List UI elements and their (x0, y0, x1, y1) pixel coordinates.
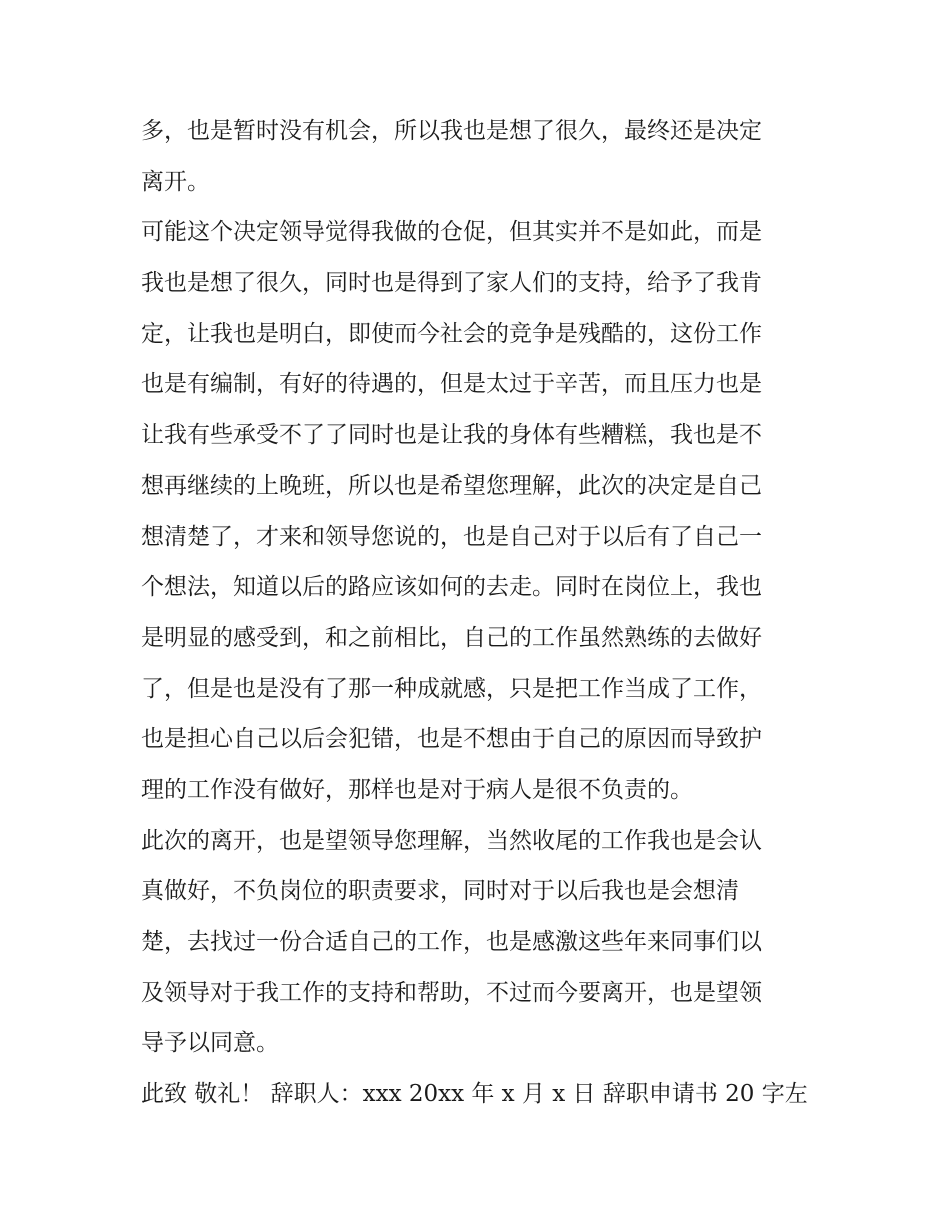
text-line: 导予以同意。 (141, 1030, 279, 1057)
text-line: 真做好，不负岗位的职责要求，同时对于以后我也是会想清 (141, 878, 739, 905)
text-line: 了，但是也是没有了那一种成就感，只是把工作当成了工作， (141, 675, 762, 702)
text-line: 我也是想了很久，同时也是得到了家人们的支持，给予了我肯 (141, 270, 762, 297)
text-line: 想清楚了，才来和领导您说的，也是自己对于以后有了自己一 (141, 523, 762, 550)
text-line: 也是有编制，有好的待遇的，但是太过于辛苦，而且压力也是 (141, 371, 762, 398)
text-line: 楚，去找过一份合适自己的工作，也是感激这些年来同事们以 (141, 929, 762, 955)
text-line: 可能这个决定领导觉得我做的仓促，但其实并不是如此，而是 (141, 219, 762, 246)
text-line: 想再继续的上晚班，所以也是希望您理解，此次的决定是自己 (141, 472, 762, 499)
letter-body (141, 106, 821, 1120)
text-line: 让我有些承受不了了同时也是让我的身体有些糟糕，我也是不 (141, 422, 762, 449)
text-line: 多，也是暂时没有机会，所以我也是想了很久，最终还是决定 (141, 118, 762, 144)
signature-line: 此致 敬礼！ 辞职人：xxx 20xx 年 x 月 x 日 辞职申请书 20 字左 (141, 1081, 808, 1108)
text-line: 理的工作没有做好，那样也是对于病人是很不负责的。 (141, 776, 693, 803)
text-line: 个想法，知道以后的路应该如何的去走。同时在岗位上，我也 (141, 574, 762, 601)
text-line: 此次的离开，也是望领导您理解，当然收尾的工作我也是会认 (141, 827, 762, 854)
text-line: 也是担心自己以后会犯错，也是不想由于自己的原因而导致护 (141, 726, 762, 753)
text-line: 离开。 (141, 168, 210, 195)
text-line: 及领导对于我工作的支持和帮助，不过而今要离开，也是望领 (141, 979, 762, 1006)
text-line: 是明显的感受到，和之前相比，自己的工作虽然熟练的去做好 (141, 624, 762, 651)
text-line: 定，让我也是明白，即使而今社会的竞争是残酷的，这份工作 (141, 320, 762, 347)
